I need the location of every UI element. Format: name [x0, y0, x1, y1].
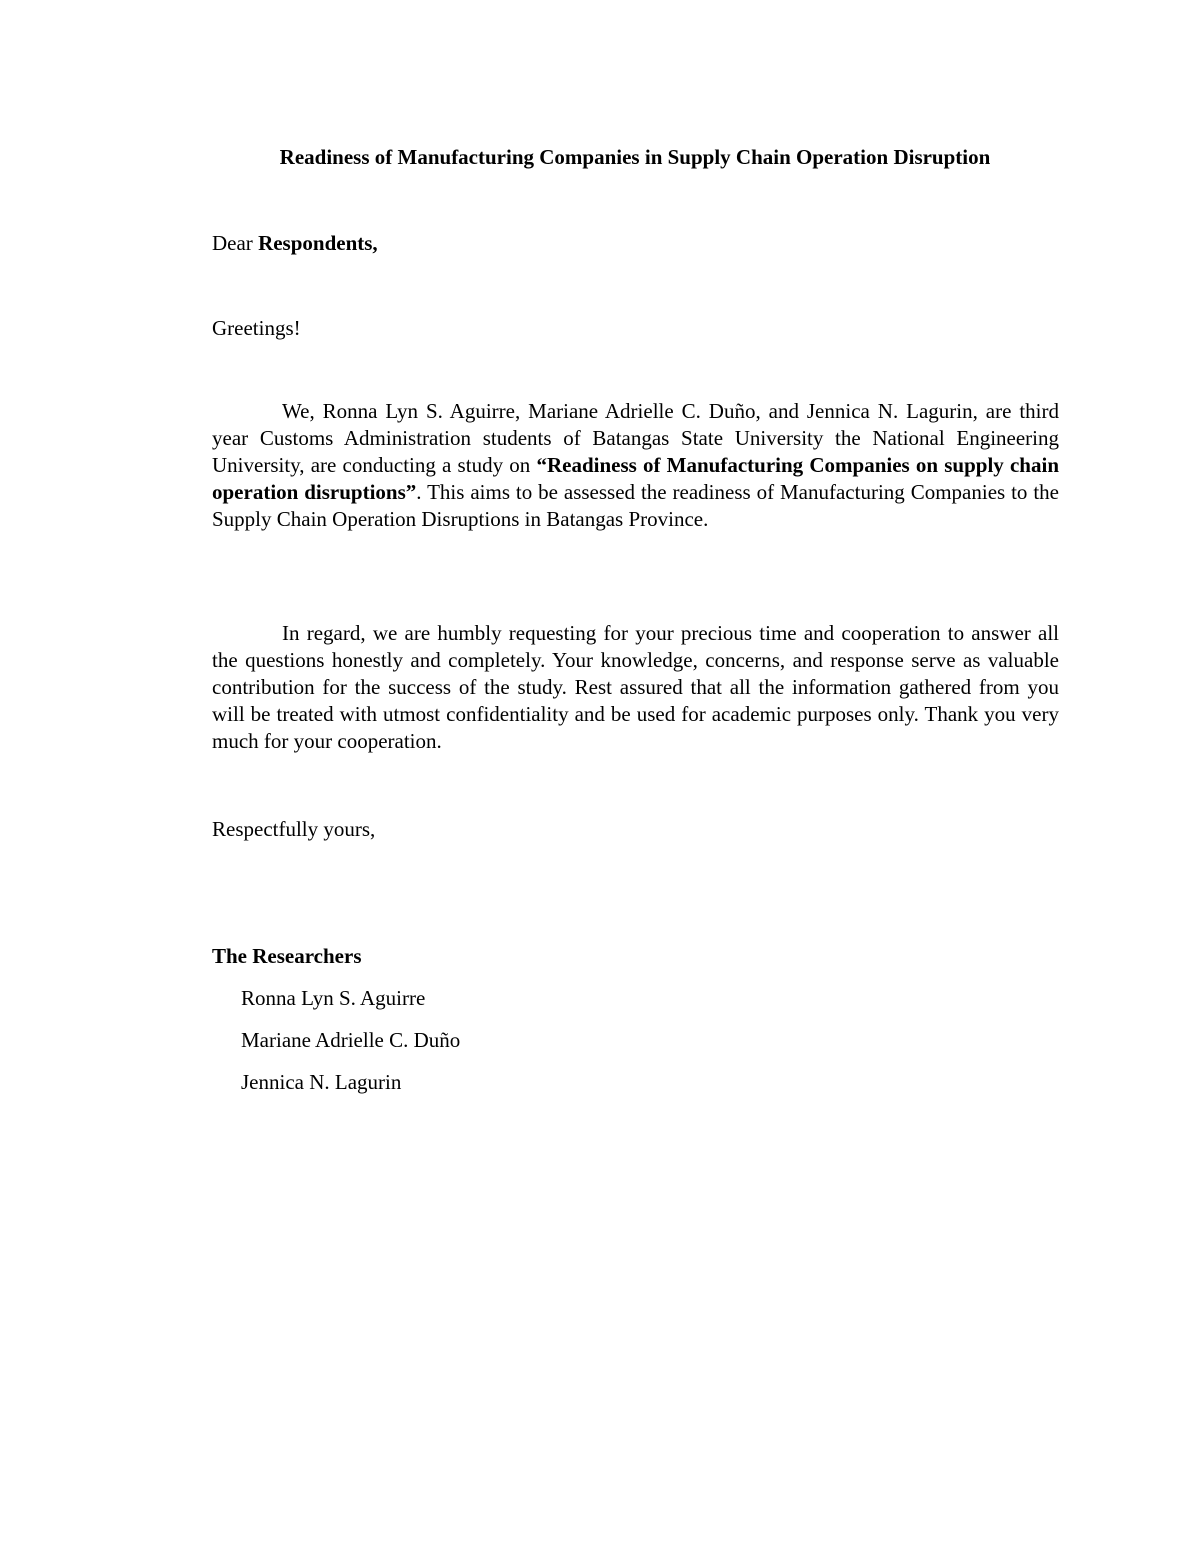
researcher-name: Jennica N. Lagurin: [241, 1070, 402, 1094]
study-title: “Readiness of Manufacturing Companies on supply chain operation disruptions”: [212, 453, 1059, 504]
salutation-name: Respondents,: [258, 231, 378, 255]
researcher-name: Mariane Adrielle C. Duño: [241, 1028, 461, 1052]
greeting: Greetings!: [212, 316, 301, 340]
signature-title: The Researchers: [212, 944, 362, 968]
intro-text-before: We, Ronna Lyn S. Aguirre, Mariane Adrielle C. Duño, and Jennica N. Lagurin, are third year Customs Administration students of Batangas State University the National Engineering University, are conducting a study on: [212, 399, 1059, 477]
closing: Respectfully yours,: [212, 817, 376, 841]
body-paragraph-intro: [212, 398, 1059, 533]
researcher-list: [241, 983, 460, 1109]
salutation-prefix: Dear: [212, 231, 259, 255]
letter-title: Readiness of Manufacturing Companies in Supply Chain Operation Disruption: [279, 145, 991, 169]
intro-text-after: . This aims to be assessed the readiness of Manufacturing Companies to the Supply Chain Operation Disruptions in Batangas Province.: [212, 480, 1059, 531]
researcher-name: Ronna Lyn S. Aguirre: [241, 986, 426, 1010]
salutation: [212, 228, 378, 258]
body-paragraph-request: In regard, we are humbly requesting for your precious time and cooperation to answer all the questions honestly and completely. Your knowledge, concerns, and response serve as valuable contribution for the success of the study. Rest assured that all the information gathered from you will be treated with utmost confidentiality and be used for academic purposes only. Thank you very much for your cooperation.: [212, 621, 1059, 753]
